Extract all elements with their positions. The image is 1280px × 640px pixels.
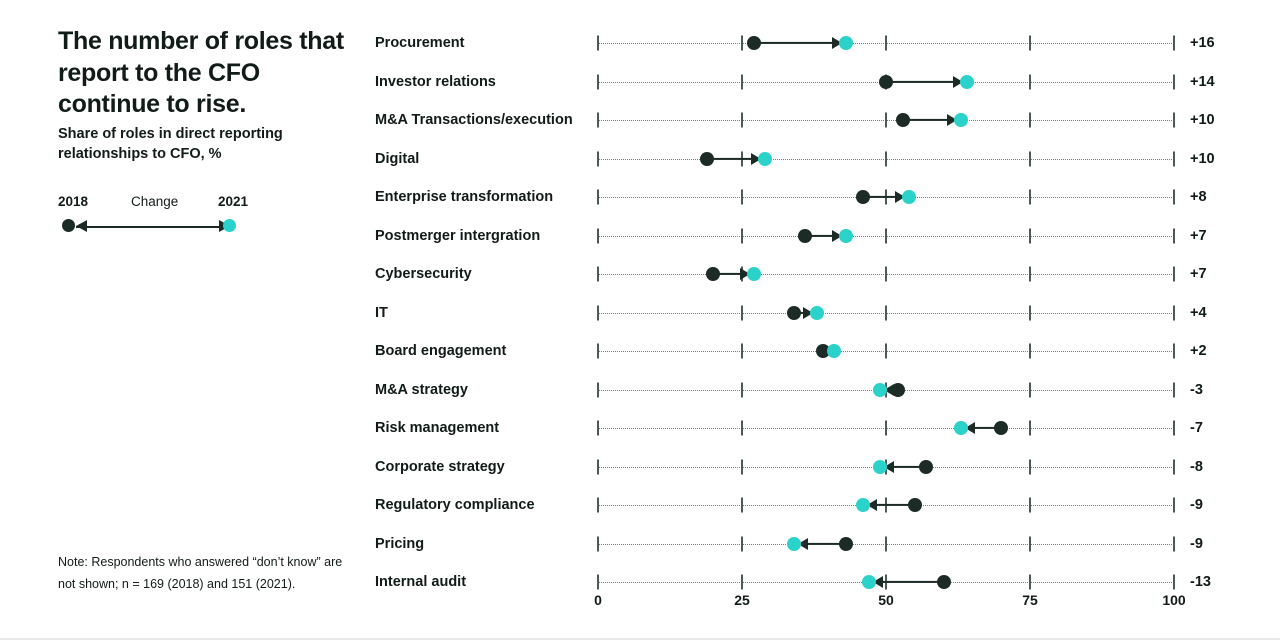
axis-tick [1173, 498, 1175, 513]
axis-tick [1173, 151, 1175, 166]
change-value: +14 [1190, 73, 1215, 90]
axis-tick [1173, 267, 1175, 282]
row-label: Risk management [375, 420, 500, 437]
row-plot [598, 24, 1174, 63]
dot-2018 [994, 421, 1008, 435]
row-label: IT [375, 304, 388, 321]
axis-tick [885, 151, 887, 166]
legend-dot-2018 [62, 219, 75, 232]
axis-tick [1029, 228, 1031, 243]
axis-tick [885, 228, 887, 243]
change-value: +7 [1190, 266, 1207, 283]
table-row [360, 294, 1280, 333]
dot-2018 [798, 229, 812, 243]
row-label: Pricing [375, 535, 425, 552]
row-label: Enterprise transformation [375, 189, 554, 206]
axis-tick [1029, 74, 1031, 89]
row-plot [598, 255, 1174, 294]
dot-2021 [810, 306, 824, 320]
axis-tick [1029, 498, 1031, 513]
dot-2018 [919, 460, 933, 474]
row-label: Investor relations [375, 73, 496, 90]
chart-subtitle: Share of roles in direct reporting relationships to CFO, % [58, 126, 283, 162]
table-row [360, 140, 1280, 179]
dot-2018 [896, 113, 910, 127]
row-plot [598, 371, 1174, 410]
change-value: -9 [1190, 535, 1203, 552]
axis-tick [1173, 382, 1175, 397]
axis-tick [1173, 74, 1175, 89]
dot-2018 [700, 152, 714, 166]
dot-2021 [873, 383, 887, 397]
change-value: -7 [1190, 420, 1203, 437]
dot-2018 [908, 498, 922, 512]
row-label: Cybersecurity [375, 266, 472, 283]
axis-tick [741, 575, 743, 590]
row-plot [598, 448, 1174, 487]
axis-tick [1173, 575, 1175, 590]
table-row [360, 371, 1280, 410]
axis-tick [885, 344, 887, 359]
legend-connector-line [76, 226, 230, 228]
dot-2018 [839, 537, 853, 551]
x-tick-label: 75 [1022, 592, 1038, 608]
x-axis [594, 592, 1186, 616]
axis-tick [1029, 382, 1031, 397]
change-value: -13 [1190, 574, 1211, 591]
legend [58, 194, 288, 246]
change-value: +10 [1190, 112, 1215, 129]
change-value: +10 [1190, 150, 1215, 167]
axis-tick [885, 36, 887, 51]
table-row [360, 525, 1280, 564]
axis-tick [741, 228, 743, 243]
axis-tick [741, 498, 743, 513]
row-plot [598, 101, 1174, 140]
dot-2021 [954, 113, 968, 127]
chart-note: Note: Respondents who answered “don’t know” are not shown; n = 169 (2018) and 151 (2021). [58, 555, 343, 591]
change-value: +2 [1190, 343, 1207, 360]
chart-header-panel [0, 0, 360, 640]
dot-2021 [747, 267, 761, 281]
dot-2018 [879, 75, 893, 89]
page-title: The number of roles that report to the CFO continue to rise. [58, 27, 344, 118]
axis-tick [597, 74, 599, 89]
axis-tick [597, 536, 599, 551]
dot-2021 [902, 190, 916, 204]
row-plot [598, 332, 1174, 371]
row-label: Internal audit [375, 574, 467, 591]
table-row [360, 178, 1280, 217]
legend-dot-2021 [223, 219, 236, 232]
change-value: +8 [1190, 189, 1207, 206]
axis-tick [741, 344, 743, 359]
axis-tick [1029, 459, 1031, 474]
chart-plot-area [360, 0, 1280, 640]
table-row [360, 409, 1280, 448]
row-label: M&A strategy [375, 381, 468, 398]
axis-tick [885, 267, 887, 282]
table-row [360, 486, 1280, 525]
axis-tick [885, 536, 887, 551]
table-row [360, 332, 1280, 371]
axis-tick [1173, 459, 1175, 474]
dot-2018 [856, 190, 870, 204]
row-label: M&A Transactions/execution [375, 112, 573, 129]
table-row [360, 448, 1280, 487]
change-value: +7 [1190, 227, 1207, 244]
dot-2021 [856, 498, 870, 512]
change-value: -9 [1190, 497, 1203, 514]
axis-tick [1173, 36, 1175, 51]
row-plot [598, 217, 1174, 256]
row-label: Digital [375, 150, 420, 167]
axis-tick [1173, 536, 1175, 551]
axis-tick [1173, 344, 1175, 359]
axis-tick [741, 305, 743, 320]
change-value: -8 [1190, 458, 1203, 475]
axis-tick [1029, 190, 1031, 205]
x-tick-label: 25 [734, 592, 750, 608]
dot-2021 [839, 36, 853, 50]
dot-2018 [747, 36, 761, 50]
row-label: Regulatory compliance [375, 497, 535, 514]
x-tick-label: 50 [878, 592, 894, 608]
dot-2021 [787, 537, 801, 551]
axis-tick [597, 344, 599, 359]
legend-label-2018: 2018 [58, 194, 89, 209]
axis-tick [885, 113, 887, 128]
axis-tick [741, 536, 743, 551]
dot-2021 [873, 460, 887, 474]
dot-2018 [937, 575, 951, 589]
axis-tick [1029, 575, 1031, 590]
axis-tick [741, 421, 743, 436]
axis-tick [597, 421, 599, 436]
axis-tick [1029, 113, 1031, 128]
axis-tick [597, 305, 599, 320]
axis-tick [1173, 113, 1175, 128]
row-plot [598, 63, 1174, 102]
row-plot [598, 178, 1174, 217]
axis-tick [597, 459, 599, 474]
axis-tick [1029, 421, 1031, 436]
axis-tick [1029, 151, 1031, 166]
table-row [360, 217, 1280, 256]
change-value: +4 [1190, 304, 1207, 321]
table-row [360, 24, 1280, 63]
axis-tick [741, 74, 743, 89]
axis-tick [1029, 536, 1031, 551]
axis-tick [885, 421, 887, 436]
legend-label-2021: 2021 [218, 194, 249, 209]
change-value: +16 [1190, 35, 1215, 52]
dot-2021 [862, 575, 876, 589]
axis-tick [597, 190, 599, 205]
axis-tick [1173, 228, 1175, 243]
axis-tick [597, 498, 599, 513]
row-plot [598, 525, 1174, 564]
axis-tick [741, 113, 743, 128]
table-row [360, 101, 1280, 140]
dot-2018 [787, 306, 801, 320]
dot-2021 [758, 152, 772, 166]
axis-tick [597, 36, 599, 51]
x-tick-label: 0 [594, 592, 602, 608]
row-plot [598, 409, 1174, 448]
table-row [360, 255, 1280, 294]
axis-tick [885, 305, 887, 320]
row-plot [598, 294, 1174, 333]
axis-tick [1029, 36, 1031, 51]
x-tick-label: 100 [1162, 592, 1186, 608]
axis-tick [1029, 267, 1031, 282]
row-plot [598, 486, 1174, 525]
row-label: Corporate strategy [375, 458, 505, 475]
axis-tick [597, 575, 599, 590]
row-label: Board engagement [375, 343, 507, 360]
legend-arrow-left-icon [76, 220, 87, 232]
axis-tick [1173, 305, 1175, 320]
axis-tick [1029, 305, 1031, 320]
dot-2021 [954, 421, 968, 435]
axis-tick [597, 267, 599, 282]
dot-2018 [706, 267, 720, 281]
axis-tick [597, 113, 599, 128]
axis-tick [1173, 421, 1175, 436]
axis-tick [741, 190, 743, 205]
row-label: Procurement [375, 35, 465, 52]
row-plot [598, 140, 1174, 179]
dot-2021 [827, 344, 841, 358]
axis-tick [741, 382, 743, 397]
change-value: -3 [1190, 381, 1203, 398]
row-label: Postmerger intergration [375, 227, 541, 244]
axis-tick [597, 151, 599, 166]
table-row [360, 63, 1280, 102]
axis-tick [597, 382, 599, 397]
dot-2018 [891, 383, 905, 397]
axis-tick [1173, 190, 1175, 205]
legend-label-change: Change [131, 194, 179, 209]
axis-tick [1029, 344, 1031, 359]
dot-2021 [960, 75, 974, 89]
axis-tick [597, 228, 599, 243]
axis-tick [741, 36, 743, 51]
axis-tick [741, 459, 743, 474]
dot-2021 [839, 229, 853, 243]
